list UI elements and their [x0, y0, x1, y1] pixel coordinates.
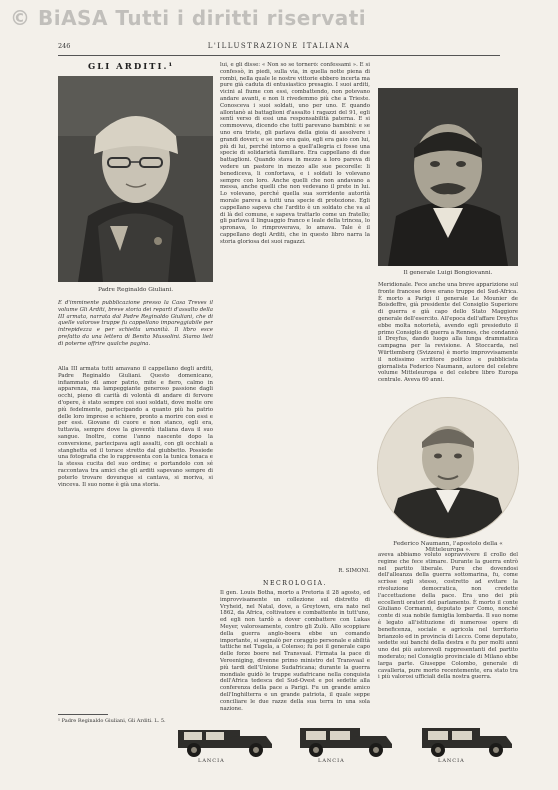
- publication-title: L'ILLUSTRAZIONE ITALIANA: [207, 42, 351, 50]
- general-illustration: [378, 88, 518, 266]
- car-brand-label: LANCIA: [198, 758, 225, 764]
- page-number: 246: [58, 42, 71, 50]
- footnote: ¹ Padre Reginaldo Giuliani, Gli Arditi. L. 5.: [58, 718, 166, 724]
- footnote-rule: [58, 714, 108, 715]
- portrait-illustration: [58, 76, 213, 282]
- article-title: GLI ARDITI.¹: [88, 62, 175, 72]
- column1-body: Alla III armata tutti amavano il cappellano degli arditi, Padre Reginaldo Giuliani. Questo domenicano, infiammato di amor patrio, mite e fiero, calmo in apparenza, ma lampeggiante generoso passione dagli occhi, pieno di carità di volontà di andare di fervore d'opere, è stato sempre coi suoi soldati, dove molte ore più fedelmente, partecipando a quanto più ha patrio delle loro imprese e schiere, pronto a morire con essi e per essi. Giovane di cuore e non stanco, egli era, tuttavia, sempre dove la gioventù italiana dava il suo sangue. Inoltre, come l'anno nascente dopo la conversione, partecipava agli assalti, con gli occhiali a stanghetta ed il torace stretto dal giubbetto. Possiede una fotografia che lo rappresenta con la tunica tonaca e la stessa cucita del suo ordine; e portandolo con sé raccontava tra amici che gli arditi sapevano sempre di poterlo trovare dovunque si cantava, si moriva, si vinceva. Il suo nome è già una storia.: [58, 366, 213, 488]
- necrology-title: NECROLOGIA.: [263, 580, 327, 587]
- naumann-illustration: [378, 398, 518, 538]
- page-header: [58, 42, 500, 54]
- photo-caption-general: Il generale Luigi Bongiovanni.: [403, 270, 493, 276]
- column2-body: lui, e gli disse: « Non so se tornerò: confessami ». E si confessò, in piedi, sulla via, in quella notte piena di rombi, nella quale le nostre vittorie ebbero incerta ma pure già caduta di entusiastico presagio. I suoi arditi, vicini al fiume con essi, combattendo, non potevano andare avanti, e non li rivedemmo più che a Trieste. Conosceva i suoi soldati, uno per uno. E quando allontanò ai battaglioni d'assalto i ragazzi del 91, egli sentì verso di essi una responsabilità paterna. E si commoveva, dicendo che tutti parevano bambini: e se uno era triste, gli parlava della gioia di assolvere i grandi doveri; e se uno era gaio, egli era gaio con lui, più di lui, perché intorno a quell'allegria ci fosse una specie di solidarietà familiare. Era cappellano di due battaglioni. Quando stava in mezzo a loro pareva di vedere un pastore in mezzo alle sue pecorelle: li benediceva, li confortava, e i soldati lo volevano sempre con loro. Anche quelli che non andavano a messa, anche quelli che non vedevano il prete in lui. Lo volevano, perché quella sua sorridente autorità morale pareva a tutti una specie di protezione. Egli cappellano sapeva che l'ardito è un soldato che va al di là del comune, e sapeva trattarlo come un fratello; gli parlava il linguaggio franco e leale della trincea, lo spronava, lo rimproverava, lo amava. Tale è il cappellano degli Arditi, che in questo libro narra la storia gloriosa dei suoi ragazzi.: [220, 62, 370, 245]
- car-icon: [170, 722, 280, 758]
- intro-italic-text: È d'imminente pubblicazione presso la Casa Treves il volume Gli Arditi, breve storia dei reparti d'assalto della III armata, narrata dal Padre Reginaldo Giuliani, che di quelle valorose truppe fu cappellano impareggiabile per intrepidezza e per schietta umanità. Il libro esce prefatto da una lettera di Benito Mussolini. Siamo lieti di poterne offrire qualche pagina.: [58, 300, 213, 347]
- car-icon: [290, 722, 400, 758]
- car-illustration-3: [410, 722, 520, 764]
- signature: R. SIMONI.: [338, 568, 370, 574]
- header-rule: [58, 55, 500, 56]
- car-icon: [410, 722, 520, 758]
- portrait-photo-giuliani: [58, 76, 213, 282]
- lancia-advertisement: [170, 722, 520, 764]
- watermark-text: © BiASA Tutti i diritti riservati: [10, 6, 367, 30]
- car-brand-label: LANCIA: [318, 758, 345, 764]
- car-brand-label: LANCIA: [438, 758, 465, 764]
- photo-caption-naumann: Federico Naumann, l'apostolo della « Mitteleuropa ».: [393, 541, 503, 553]
- car-illustration-1: [170, 722, 280, 764]
- necrology-body: Il gen. Louis Botha, morto a Pretoria il 28 agosto, ed improvvisamente un collezione sul distretto di Vryheid, nel Natal, dove, a Greytown, era nato nel 1862, da Africa, coltivatore e combattente in tutt'uno, ed egli non tardò a dover combattere con Lukas Meyer, valorosamente, contro gli Zulù. Allo scoppiare della guerra anglo-boera ebbe un comando importante, si segnalò per coraggio personale e abilità tattiche nel Tugela, a Colenso; fu poi il generale capo delle forze boere nel Transvaal. Firmata la pace di Vereeniging, divenne primo ministro del Transvaal e più tardi dell'Unione Sudafricana; durante la guerra mondiale guidò le truppe sudafricane nella conquista dell'Africa tedesca del Sud-Ovest e poi sedette alla conferenza della pace a Parigi. Fu un grande amico dell'Inghilterra e un grande patriota, il quale seppe conciliare le due razze della sua terra in una sola nazione.: [220, 590, 370, 710]
- photo-caption-giuliani: Padre Reginaldo Giuliani.: [97, 287, 174, 293]
- column3-lower-body: aveva abbiamo voluto sopravvivere il crollo del regime che fece stimare. Durante la guerra entrò nel partito liberale. Pure che dovendosi dell'alleanza della guerra sottomarina, fu, come scrisse egli stesso, costretto ad evitare la rivoluzione democratica, non credette l'accettazione della pace. Era uno dei più eccellenti oratori del parlamento. È morto il conte Giuliano Cormanni, deputato per Como, nonché conte di sua nobile famiglia lombarda. Il suo nome è legato all'istituzione di numerose opere di beneficenza, sociale e agricola nel territorio brianzolo ed in provincia di Lecco. Come deputato, sedette sui banchi della destra e fu per molti anni uno dei più autorevoli rappresentanti del partito moderato; nel Consiglio provinciale di Milano ebbe larga parte. Giuseppe Colombo, generale di cavalleria, pure morto recentemente, era stato tra i più valorosi ufficiali della nostra guerra.: [378, 552, 518, 681]
- portrait-photo-general: [378, 88, 518, 266]
- column3-upper-body: Meridionale. Fece anche una breve apparizione sul fronte francese dove erano truppe del Sud-Africa. È morto a Parigi il generale Le Mounier de Boisdeffre, già presidente del Consiglio Superiore di guerra e già capo dello Stato Maggiore generale dell'esercito. All'epoca dell'affare Dreyfus ebbe molta notorietà, avendo egli presieduto il primo Consiglio di guerra a Rennes, che condannò il Dreyfus, dando luogo alla lunga drammatica campagna per la revisione. A Stoccarda, nel Württemberg (Svizzera) è morto improvvisamente il notissimo scrittore politico e pubblicista giornalista Federico Naumann, autore del celebre volume Mitteleuropa e del celebre libro Europa centrale. Aveva 60 anni.: [378, 282, 518, 384]
- car-illustration-2: [290, 722, 400, 764]
- portrait-photo-naumann: [377, 397, 519, 539]
